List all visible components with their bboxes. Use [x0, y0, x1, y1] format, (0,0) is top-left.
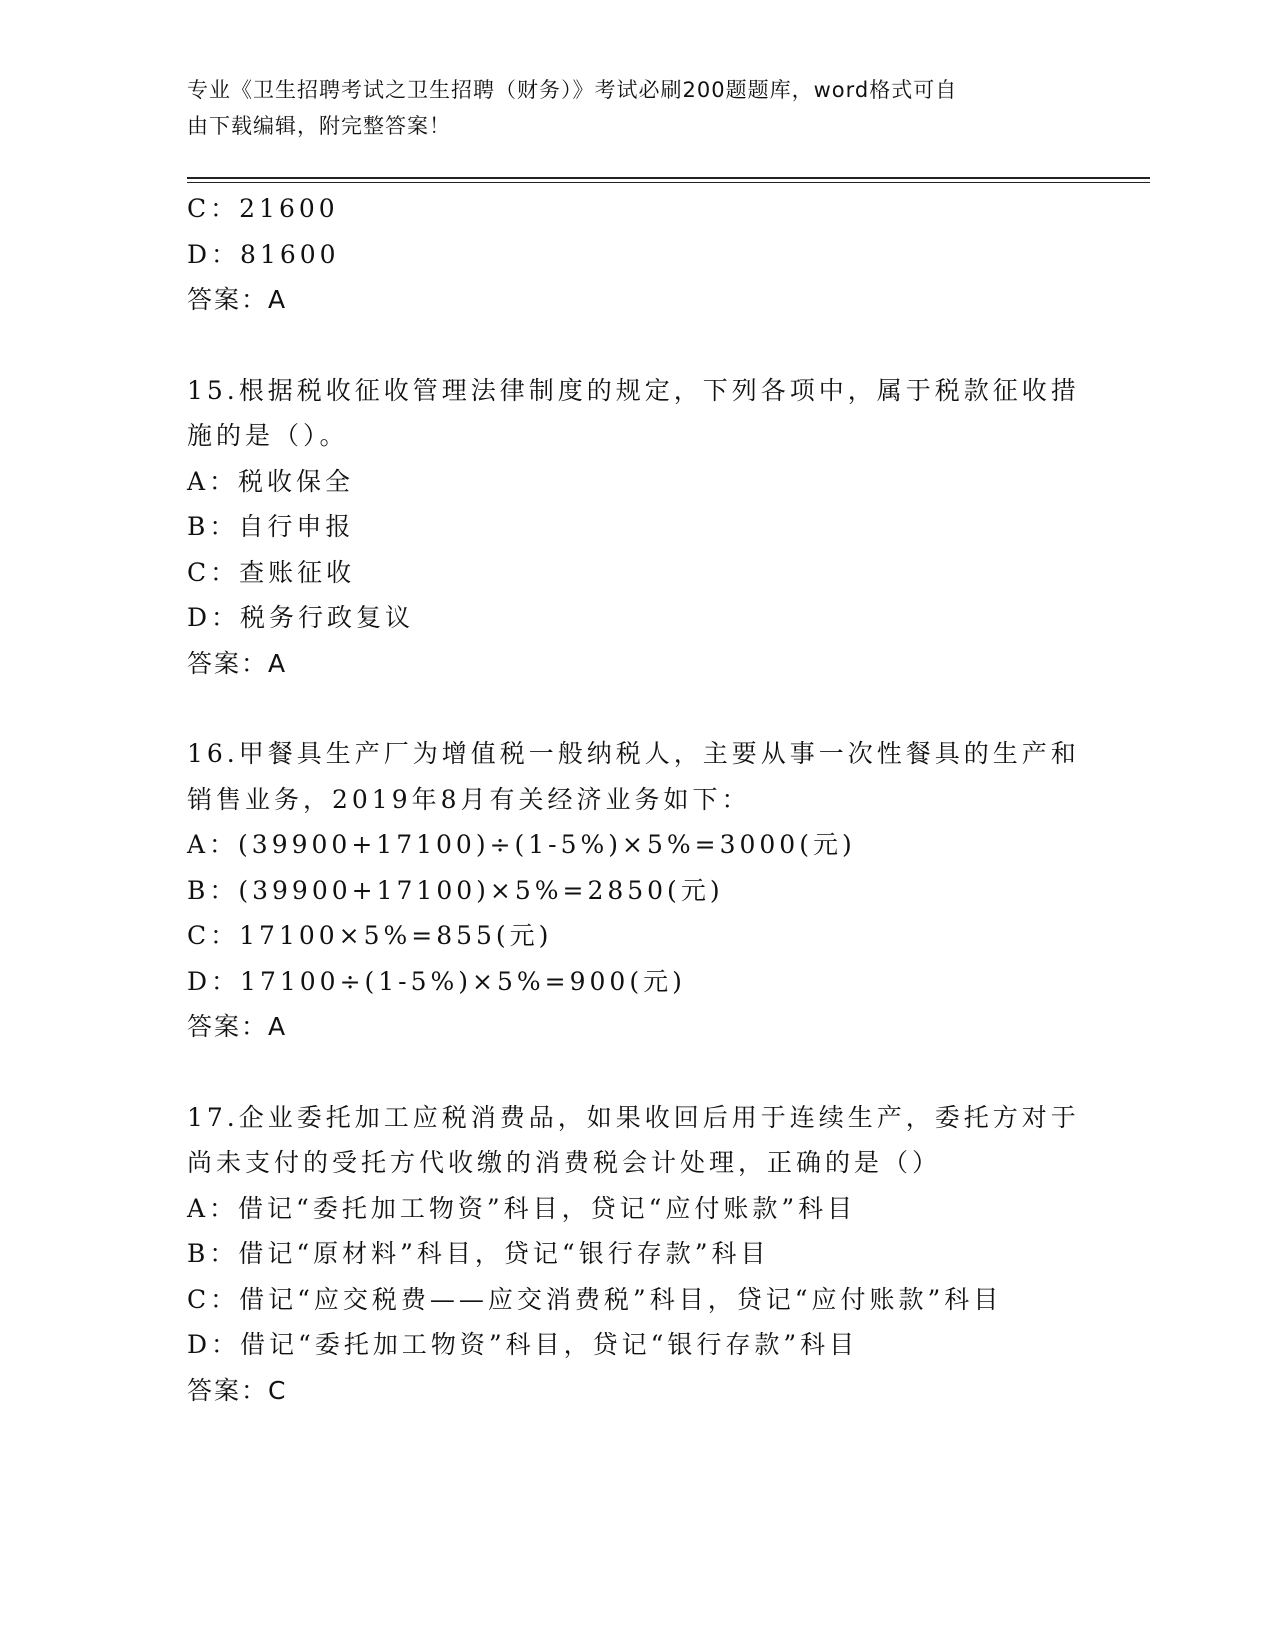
answer-line: 答案：A: [187, 648, 288, 678]
option-c: C：查账征收: [187, 557, 356, 587]
option-d: D：税务行政复议: [187, 603, 415, 632]
answer-line: 答案：A: [187, 285, 288, 314]
document-body: [187, 186, 1087, 1413]
question-17: [187, 1095, 1087, 1414]
question-stem: 16.甲餐具生产厂为增值税一般纳税人，主要从事一次性餐具的生产和: [187, 739, 1080, 768]
option-d: D：81600: [187, 239, 340, 269]
question-stem: 销售业务，2019年8月有关经济业务如下：: [187, 784, 751, 814]
option-a: A：(39900+17100)÷(1-5%)×5%=3000(元): [187, 830, 856, 859]
spacer: [187, 686, 1087, 731]
option-d: D：借记“委托加工物资”科目，贷记“银行存款”科目: [187, 1330, 859, 1359]
option-d: D：17100÷(1-5%)×5%=900(元): [187, 966, 686, 996]
header-rule-thin: [187, 182, 1150, 183]
option-a: A：借记“委托加工物资”科目，贷记“应付账款”科目: [187, 1193, 857, 1223]
document-header: [187, 72, 1067, 144]
option-b: B：(39900+17100)×5%=2850(元): [187, 875, 724, 905]
option-a: A：税收保全: [187, 466, 355, 496]
spacer: [187, 1050, 1087, 1095]
answer-line: 答案：C: [187, 1375, 288, 1405]
answer-line: 答案：A: [187, 1012, 288, 1041]
question-stem: 尚未支付的受托方代收缴的消费税会计处理，正确的是（）: [187, 1148, 942, 1177]
option-c: C：17100×5%=855(元): [187, 921, 553, 950]
option-c: C：21600: [187, 194, 339, 223]
option-b: B：借记“原材料”科目，贷记“银行存款”科目: [187, 1239, 770, 1268]
question-stem: 施的是（）。: [187, 421, 349, 450]
spacer: [187, 323, 1087, 368]
question-stem: 15.根据税收征收管理法律制度的规定，下列各项中，属于税款征收措: [187, 375, 1080, 405]
question-16: [187, 731, 1087, 1050]
question-stem: 17.企业委托加工应税消费品，如果收回后用于连续生产，委托方对于: [187, 1102, 1080, 1132]
header-line-2: 由下载编辑，附完整答案！: [187, 114, 451, 138]
carryover-block: [187, 186, 1087, 323]
header-rule-thick: [187, 177, 1150, 179]
option-c: C：借记“应交税费——应交消费税”科目，贷记“应付账款”科目: [187, 1284, 1003, 1314]
header-line-1: 专业《卫生招聘考试之卫生招聘（财务）》考试必刷200题题库，word格式可自: [187, 78, 958, 102]
option-b: B：自行申报: [187, 512, 355, 541]
question-15: [187, 368, 1087, 687]
